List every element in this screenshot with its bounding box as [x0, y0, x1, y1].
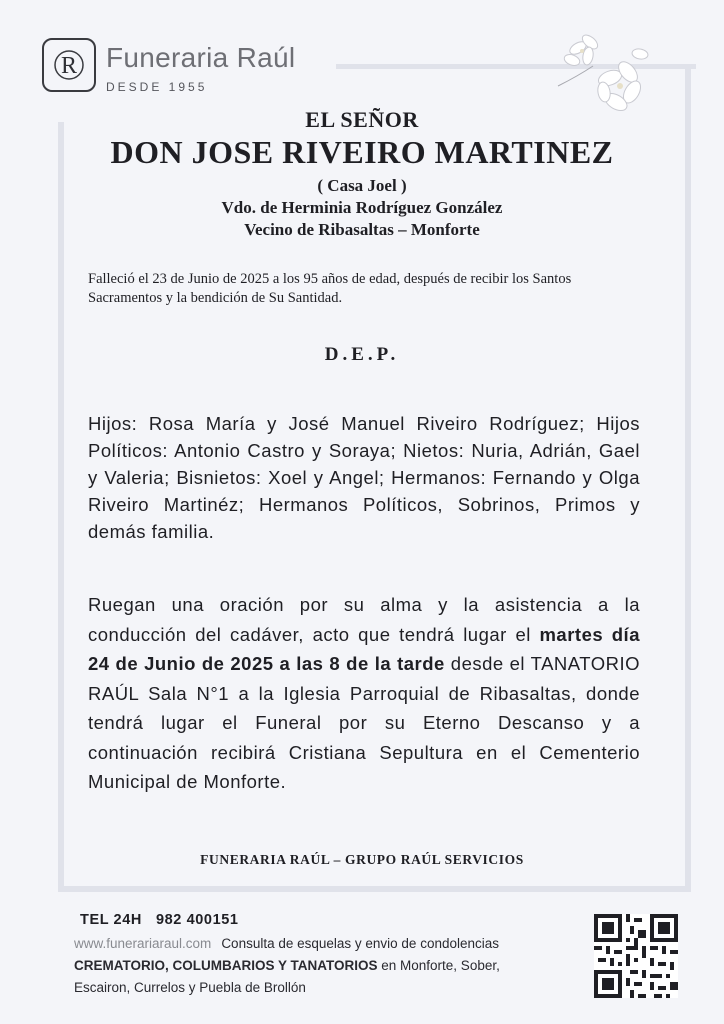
svg-text:R: R: [60, 53, 78, 79]
brand-since: DESDE 1955: [106, 80, 208, 94]
footer-company: FUNERARIA RAÚL – GRUPO RAÚL SERVICIOS: [200, 852, 524, 867]
service-details: [88, 590, 640, 797]
brand-name: Funeraria Raúl: [106, 42, 296, 73]
contact-text-2: en Monforte, Sober, Escairon, Currelos y Puebla de Brollón: [74, 958, 500, 995]
frame-bottom-line: [58, 886, 691, 892]
phone-number[interactable]: 982 400151: [155, 912, 239, 928]
phone-line: [80, 912, 239, 928]
deceased-alias: ( Casa Joel ): [317, 176, 407, 195]
phone-label: TEL 24H: [80, 912, 142, 928]
family-list: Hijos: Rosa María y José Manuel Riveiro Rodríguez; Hijos Políticos: Antonio Castro y Soraya; Nietos: Nuria, Adrián, Gael y Valeria; Bisnietos: Xoel y Angel; Hermanos: Fernando y Olga Riveiro Martinéz; Hermanos Políticos, Sobrinos, Primos y demás familia.: [88, 413, 640, 542]
qr-code-icon[interactable]: [594, 914, 678, 998]
contact-info: [74, 933, 554, 999]
dep-heading: D.E.P.: [324, 344, 400, 365]
service-intro: Ruegan una oración por su alma y la asistencia a la conducción del cadáver, acto que tendrá lugar el: [88, 594, 640, 645]
honorific: EL SEÑOR: [305, 107, 419, 132]
website-link[interactable]: www.funerariaraul.com: [74, 936, 212, 951]
contact-services: CREMATORIO, COLUMBARIOS Y TANATORIOS: [74, 958, 378, 973]
contact-text-1: Consulta de esquelas y envio de condolencias: [221, 936, 499, 951]
funeraria-logo-icon: [42, 38, 96, 92]
residence: Vecino de Ribasaltas – Monforte: [244, 220, 480, 239]
deceased-name: DON JOSE RIVEIRO MARTINEZ: [110, 134, 614, 170]
service-location: desde el TANATORIO RAÚL Sala N°1 a la Iglesia Parroquial de Ribasaltas, donde tendrá lugar el Funeral por su Eterno Descanso y a continuación recibirá Cristiana Sepultura en el Cementerio Municipal de Monforte.: [88, 653, 640, 792]
service-date-time: martes día 24 de Junio de 2025 a las 8 de la tarde: [88, 623, 640, 674]
widow-of: Vdo. de Herminia Rodríguez González: [221, 198, 503, 217]
death-notice: Falleció el 23 de Junio de 2025 a los 95 años de edad, después de recibir los Santos Sacramentos y la bendición de Su Santidad.: [88, 271, 572, 306]
